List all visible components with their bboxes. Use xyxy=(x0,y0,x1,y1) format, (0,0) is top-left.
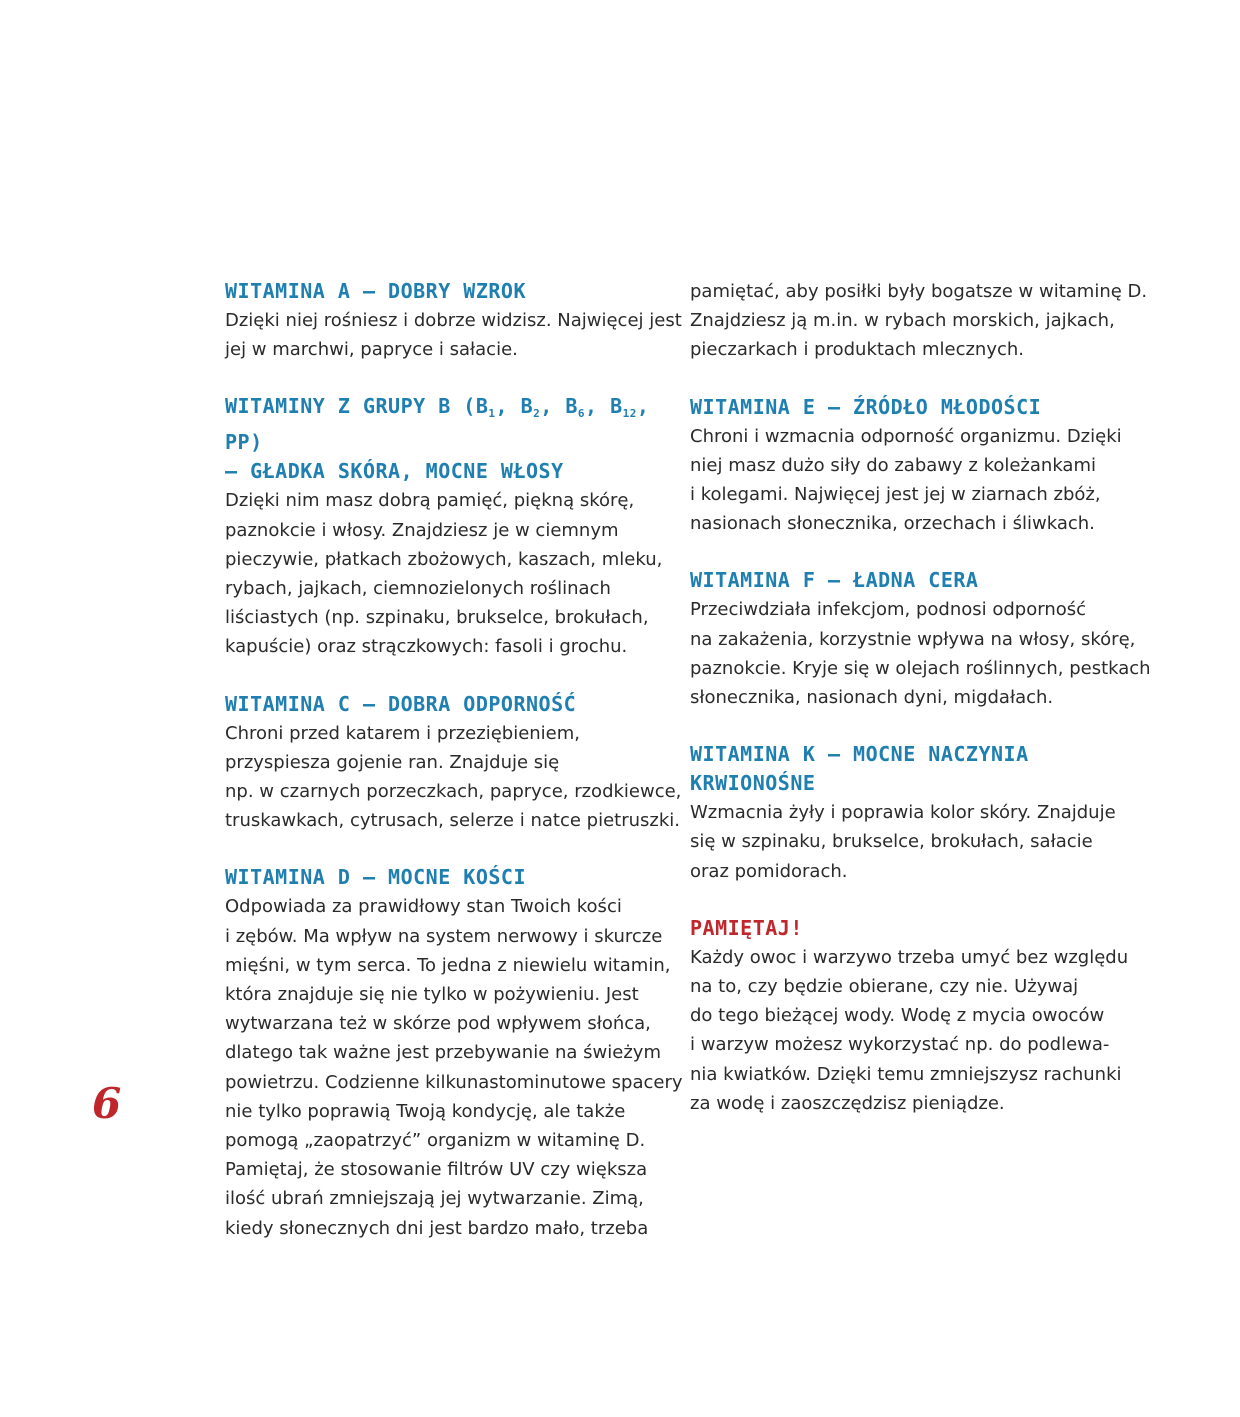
body-line: Wzmacnia żyły i poprawia kolor skóry. Znajduje xyxy=(690,802,1116,824)
body-line: nia kwiatków. Dzięki temu zmniejszysz rachunki xyxy=(690,1063,1122,1085)
body-line: do tego bieżącej wody. Wodę z mycia owoców xyxy=(690,1005,1105,1027)
body-line: Chroni i wzmacnia odporność organizmu. Dzięki xyxy=(690,425,1122,447)
section-vitamin-e xyxy=(690,393,1130,539)
section-heading: WITAMINA D – MOCNE KOŚCI xyxy=(225,865,526,890)
body-line: liściastych (np. szpinaku, brukselce, brokułach, xyxy=(225,607,649,629)
body-line: ilość ubrań zmniejszają jej wytwarzanie. Zimą, xyxy=(225,1188,644,1210)
body-line: na zakażenia, korzystnie wpływa na włosy, skórę, xyxy=(690,628,1136,650)
body-line: jej w marchwi, papryce i sałacie. xyxy=(225,339,518,361)
body-line: nasionach słonecznika, orzechach i śliwkach. xyxy=(690,513,1095,535)
body-line: dlatego tak ważne jest przebywanie na świeżym xyxy=(225,1042,661,1064)
body-line: Dzięki nim masz dobrą pamięć, piękną skórę, xyxy=(225,490,635,512)
section-vitamin-k xyxy=(690,740,1130,886)
body-line: i warzyw możesz wykorzystać np. do podlewa- xyxy=(690,1034,1110,1056)
body-line: Przeciwdziała infekcjom, podnosi odporność xyxy=(690,599,1087,621)
body-line: powietrzu. Codzienne kilkunastominutowe spacery xyxy=(225,1071,683,1093)
section-vitamin-d-continued xyxy=(690,277,1148,365)
body-line: wytwarzana też w skórze pod wpływem słońca, xyxy=(225,1013,651,1035)
section-heading: WITAMINA E – ŹRÓDŁO MŁODOŚCI xyxy=(690,394,1042,419)
body-line: kapuście) oraz strączkowych: fasoli i grochu. xyxy=(225,636,628,658)
section-heading: WITAMINY Z GRUPY B ($B_1$, $B_2$, $B_6$, $B_{12}$, PP) xyxy=(225,394,650,455)
section-vitamin-d xyxy=(225,863,683,1242)
body-line: pieczarkach i produktach mlecznych. xyxy=(690,339,1025,361)
body-line: i zębów. Ma wpływ na system nerwowy i skurcze xyxy=(225,925,663,947)
section-heading: WITAMINA A – DOBRY WZROK xyxy=(225,279,526,303)
body-line: pieczywie, płatkach zbożowych, kaszach, mleku, xyxy=(225,548,663,570)
body-line: Chroni przed katarem i przeziębieniem, xyxy=(225,722,581,744)
body-line: pamiętać, aby posiłki były bogatsze w witaminę D. xyxy=(690,281,1148,302)
body-line: która znajduje się nie tylko w pożywieniu. Jest xyxy=(225,984,639,1006)
left-column xyxy=(225,277,683,1271)
section-heading: WITAMINA K – MOCNE NACZYNIA xyxy=(690,742,1029,767)
body-line: Dzięki niej rośniesz i dobrze widzisz. Najwięcej jest xyxy=(225,310,682,331)
remember-heading: PAMIĘTAJ! xyxy=(690,915,803,940)
body-line: na to, czy będzie obierane, czy nie. Używaj xyxy=(690,976,1079,998)
section-heading-line2: KRWIONOŚNE xyxy=(690,771,816,796)
body-line: nie tylko poprawią Twoją kondycję, ale także xyxy=(225,1100,626,1122)
body-line: paznokcie. Kryje się w olejach roślinnych, pestkach xyxy=(690,657,1151,679)
body-line: Pamiętaj, że stosowanie filtrów UV czy większa xyxy=(225,1159,648,1181)
body-line: za wodę i zaoszczędzisz pieniądze. xyxy=(690,1092,1005,1114)
section-heading: WITAMINA C – DOBRA ODPORNOŚĆ xyxy=(225,691,577,716)
right-column xyxy=(690,277,1151,1146)
body-line: się w szpinaku, brukselce, brokułach, sałacie xyxy=(690,831,1093,853)
body-line: paznokcie i włosy. Znajdziesz je w ciemnym xyxy=(225,519,619,541)
body-line: słonecznika, nasionach dyni, migdałach. xyxy=(690,687,1054,709)
section-vitamin-c xyxy=(225,690,682,836)
body-line: niej masz dużo siły do zabawy z koleżankami xyxy=(690,454,1096,476)
body-line: kiedy słonecznych dni jest bardzo mało, trzeba xyxy=(225,1217,649,1239)
body-line: przyspiesza gojenie ran. Znajduje się xyxy=(225,751,560,773)
section-vitamin-a xyxy=(225,277,682,364)
body-line: mięśni, w tym serca. To jedna z niewielu witamin, xyxy=(225,954,671,976)
body-line: pomogą „zaopatrzyć” organizm w witaminę D. xyxy=(225,1130,646,1152)
section-vitamin-f xyxy=(690,566,1151,712)
body-line: Każdy owoc i warzywo trzeba umyć bez względu xyxy=(690,946,1129,968)
body-line: truskawkach, cytrusach, selerze i natce pietruszki. xyxy=(225,810,680,832)
body-line: rybach, jajkach, ciemnozielonych roślinach xyxy=(225,578,611,600)
body-line: np. w czarnych porzeczkach, papryce, rzodkiewce, xyxy=(225,781,682,803)
body-line: oraz pomidorach. xyxy=(690,860,848,882)
section-heading: WITAMINA F – ŁADNA CERA xyxy=(690,568,979,593)
body-line: Znajdziesz ją m.in. w rybach morskich, jajkach, xyxy=(690,310,1115,332)
page-number: 6 xyxy=(92,1079,122,1128)
body-line: Odpowiada za prawidłowy stan Twoich kości xyxy=(225,896,622,918)
body-line: i kolegami. Najwięcej jest jej w ziarnach zbóż, xyxy=(690,484,1101,506)
section-heading-line2: – GŁADKA SKÓRA, MOCNE WŁOSY xyxy=(225,459,564,484)
section-vitamin-b xyxy=(225,392,663,661)
section-remember xyxy=(690,914,1130,1118)
